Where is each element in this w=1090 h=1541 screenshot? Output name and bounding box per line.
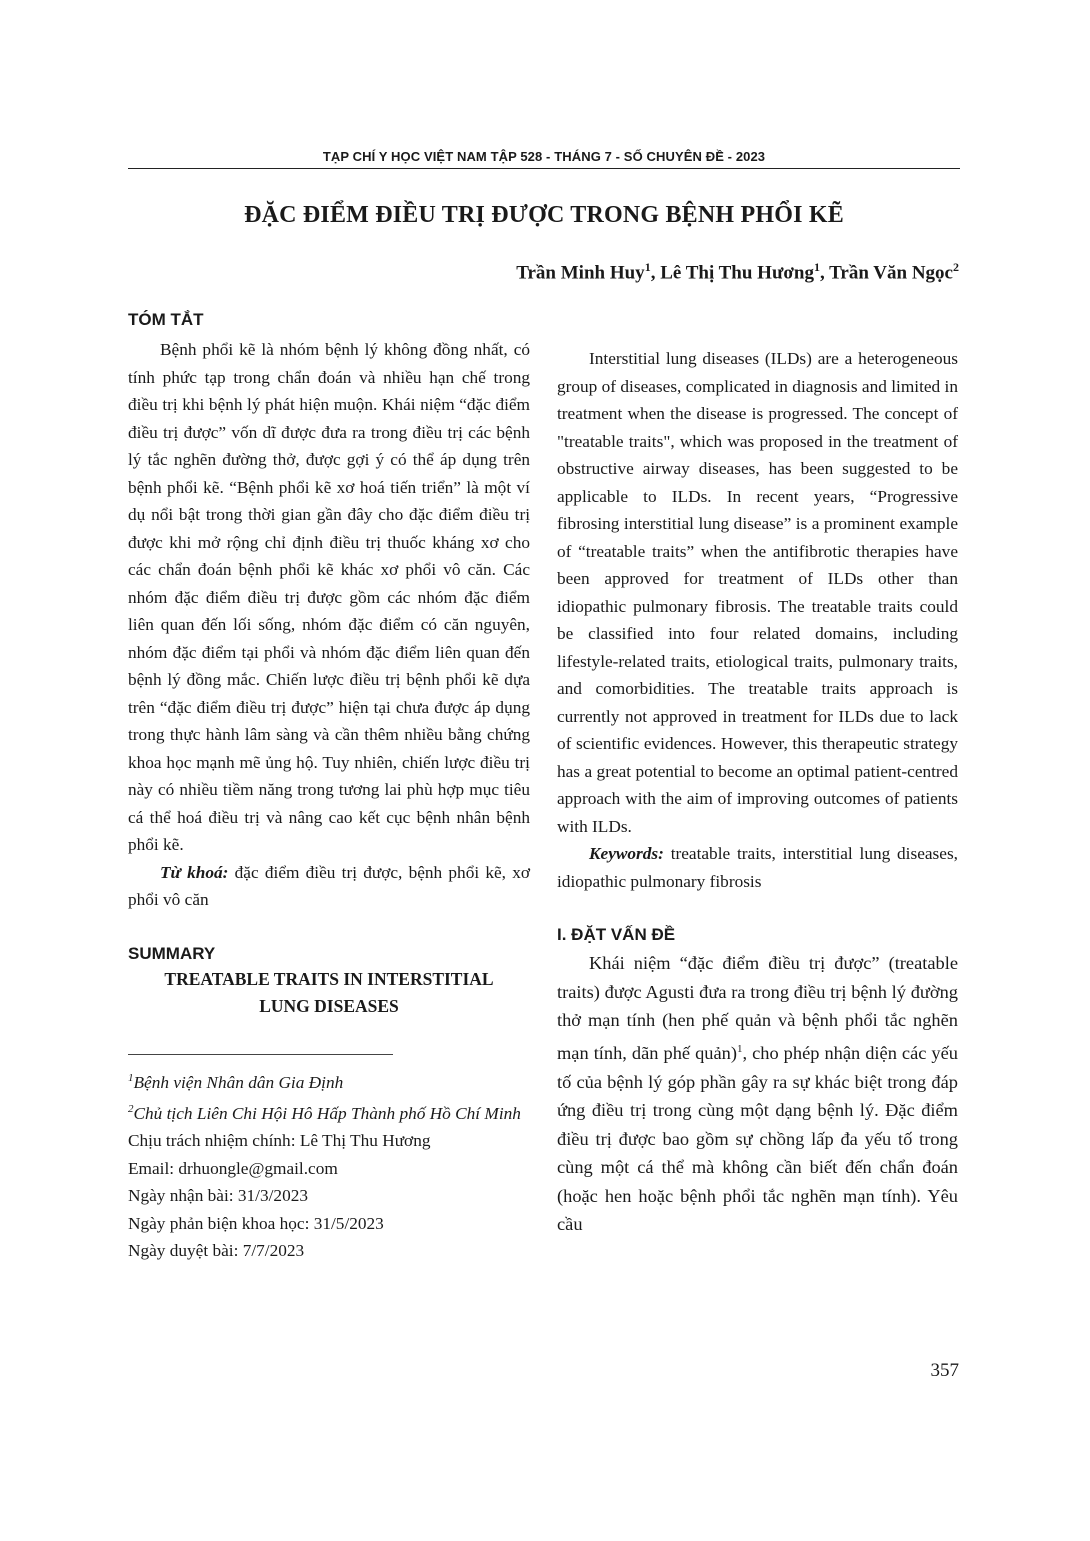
summary-heading: SUMMARY — [128, 943, 216, 963]
author-list — [516, 260, 959, 284]
section-heading-introduction: I. ĐẶT VẤN ĐỀ — [557, 925, 676, 944]
right-column — [557, 345, 958, 1239]
author-name: Lê Thị Thu Hương — [660, 262, 814, 284]
keywords-label: Keywords: — [589, 844, 664, 863]
summary-body: Interstitial lung diseases (ILDs) are a heterogeneous group of diseases, complicated in diagnosis and limited in treatment when the disease is progressed. The concept of "treatable traits", which was proposed in the treatment of obstructive airway diseases, has been suggested to be applicable to ILDs. In recent years, “Progressive fibrosing interstitial lung disease” is a prominent example of “treatable traits” when the antifibrotic therapies have been approved for treatment of ILDs other than idiopathic pulmonary fibrosis. The treatable traits could be classified into four related domains, including lifestyle-related traits, etiological traits, pulmonary traits, and comorbidities. The treatable traits approach is currently not approved in treatment for ILDs due to lack of scientific evidences. However, this therapeutic strategy has a great potential to become an optimal patient-centred approach with the aim of improving outcomes of patients with ILDs. — [557, 349, 958, 836]
affiliation-1 — [128, 1065, 530, 1096]
keywords-text: đặc điểm điều trị được, bệnh phổi kẽ, xơ phổi vô căn — [128, 862, 530, 909]
corresponding-author: Chịu trách nhiệm chính: Lê Thị Thu Hương — [128, 1131, 431, 1151]
introduction-body — [557, 949, 958, 1239]
affiliation-text: Bệnh viện Nhân dân Gia Định — [133, 1072, 344, 1092]
author-separator: , — [819, 262, 830, 284]
summary-title-line: TREATABLE TRAITS IN INTERSTITIAL — [164, 968, 494, 989]
left-column — [128, 310, 530, 1265]
date-reviewed: Ngày phản biện khoa học: 31/5/2023 — [128, 1213, 384, 1233]
date-received: Ngày nhận bài: 31/3/2023 — [128, 1186, 308, 1206]
affiliation-mark: 1 — [128, 1071, 134, 1084]
header-divider — [128, 168, 960, 169]
page-number: 357 — [930, 1360, 959, 1381]
author-name: Trần Văn Ngọc — [829, 262, 953, 284]
affiliation-mark: 2 — [128, 1102, 134, 1115]
author-affiliation-mark: 2 — [953, 260, 959, 274]
summary-keywords — [557, 840, 958, 895]
journal-header: TẠP CHÍ Y HỌC VIỆT NAM TẬP 528 - THÁNG 7 - SỐ CHUYÊN ĐỀ - 2023 — [322, 149, 766, 164]
affiliation-2 — [128, 1096, 530, 1127]
contact-email: Email: drhuongle@gmail.com — [128, 1158, 338, 1178]
introduction-text: , cho phép nhận diện các yếu tố của bệnh lý góp phần gây ra sự khác biệt trong đáp ứng điều trị trong cùng một dạng bệnh lý. Đặc điểm điều trị được bao gồm sự chồng lấp đa yếu tố trong cùng một cá thể mà không cần biết đến chẩn đoán (hoặc hen hoặc bệnh phổi tắc nghẽn mạn tính). Yêu cầu — [557, 1042, 958, 1235]
author-affiliation-mark: 1 — [644, 260, 651, 274]
keywords-text: treatable traits, interstitial lung diseases, idiopathic pulmonary fibrosis — [557, 844, 958, 891]
abstract-vi-heading: TÓM TẮT — [128, 310, 204, 329]
introduction-text: Khái niệm “đặc điểm điều trị được” (treatable traits) được Agusti đưa ra trong điều trị bệnh lý đường thở mạn tính (hen phế quản và bệnh phổi tắc nghẽn mạn tính, dãn phế quản) — [557, 953, 958, 1063]
affiliation-text: Chủ tịch Liên Chi Hội Hô Hấp Thành phố Hồ Chí Minh — [133, 1103, 521, 1123]
author-name: Trần Minh Huy — [516, 262, 645, 284]
keywords-label: Từ khoá: — [160, 862, 229, 882]
author-separator: , — [650, 262, 661, 284]
date-accepted: Ngày duyệt bài: 7/7/2023 — [128, 1241, 305, 1261]
summary-title — [128, 966, 530, 1020]
abstract-vi-keywords — [128, 859, 530, 914]
author-affiliation-mark: 1 — [813, 260, 820, 274]
footnote-divider — [128, 1054, 393, 1055]
article-title: ĐẶC ĐIỂM ĐIỀU TRỊ ĐƯỢC TRONG BỆNH PHỔI KẼ — [244, 202, 844, 228]
summary-title-line: LUNG DISEASES — [259, 995, 399, 1016]
citation-mark: 1 — [736, 1042, 743, 1055]
abstract-vi-body: Bệnh phổi kẽ là nhóm bệnh lý không đồng nhất, có tính phức tạp trong chẩn đoán và nhiều hạn chế trong điều trị khi bệnh lý phát hiện muộn. Khái niệm “đặc điểm điều trị được” vốn dĩ được đưa ra trong điều trị các bệnh lý tắc nghẽn đường thở, được gợi ý có thể áp dụng trên bệnh phổi kẽ. “Bệnh phổi kẽ xơ hoá tiến triển” là một ví dụ nổi bật trong thời gian gần đây cho đặc điểm điều trị được khi mở rộng chỉ định điều trị thuốc kháng xơ cho các chẩn đoán bệnh phổi kẽ khác xơ phổi vô căn. Các nhóm đặc điểm điều trị được gồm các nhóm đặc điểm liên quan đến lối sống, nhóm đặc điểm có căn nguyên, nhóm đặc điểm tại phổi và nhóm đặc điểm liên quan đến bệnh lý đồng mắc. Chiến lược điều trị bệnh phổi kẽ dựa trên “đặc điểm điều trị được” hiện tại chưa được áp dụng trong thực hành lâm sàng và cần thêm nhiều bằng chứng khoa học mạnh mẽ ủng hộ. Tuy nhiên, chiến lược điều trị này có nhiều tiềm năng trong tương lai phù hợp mục tiêu cá thể hoá điều trị và nâng cao kết cục bệnh nhân bệnh phổi kẽ. — [128, 340, 530, 854]
